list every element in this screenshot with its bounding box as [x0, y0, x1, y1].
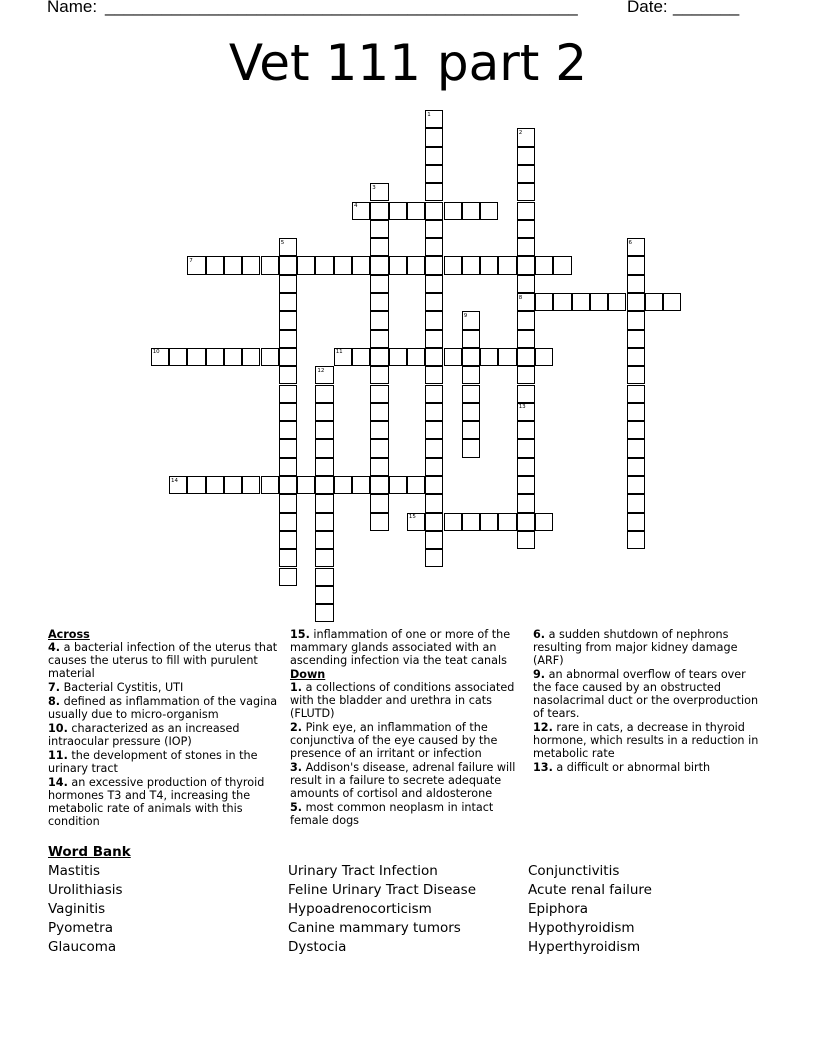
- crossword-cell[interactable]: [553, 293, 571, 311]
- crossword-cell[interactable]: [224, 256, 242, 274]
- crossword-cell[interactable]: [517, 311, 535, 329]
- crossword-cell[interactable]: [370, 494, 388, 512]
- crossword-cell[interactable]: [517, 513, 535, 531]
- crossword-cell[interactable]: [517, 531, 535, 549]
- crossword-cell[interactable]: [370, 476, 388, 494]
- crossword-cell[interactable]: [627, 421, 645, 439]
- crossword-cell[interactable]: [444, 348, 462, 366]
- crossword-cell[interactable]: [297, 476, 315, 494]
- crossword-cell[interactable]: [370, 330, 388, 348]
- crossword-cell[interactable]: [261, 256, 279, 274]
- crossword-cell[interactable]: [224, 476, 242, 494]
- crossword-cell[interactable]: [535, 513, 553, 531]
- name-label: Name:: [47, 0, 98, 16]
- crossword-cell[interactable]: [315, 604, 333, 622]
- crossword-cell[interactable]: [279, 311, 297, 329]
- clue-number-label: 8: [518, 294, 523, 301]
- crossword-cell[interactable]: [425, 165, 443, 183]
- crossword-cell[interactable]: [553, 256, 571, 274]
- crossword-cell[interactable]: [370, 220, 388, 238]
- crossword-cell[interactable]: [315, 531, 333, 549]
- crossword-cell[interactable]: [297, 256, 315, 274]
- crossword-cell[interactable]: [645, 293, 663, 311]
- crossword-cell[interactable]: [425, 348, 443, 366]
- crossword-cell[interactable]: [279, 348, 297, 366]
- crossword-cell[interactable]: [627, 311, 645, 329]
- crossword-cell[interactable]: [242, 476, 260, 494]
- crossword-cell[interactable]: [444, 202, 462, 220]
- crossword-cell[interactable]: [370, 311, 388, 329]
- crossword-cell[interactable]: [370, 293, 388, 311]
- crossword-cell[interactable]: [315, 439, 333, 457]
- crossword-cell[interactable]: [206, 256, 224, 274]
- clue-number-label: 1: [427, 111, 431, 118]
- word-bank-column-3: [528, 862, 758, 957]
- clue-number-label: 14: [171, 477, 178, 484]
- crossword-cell[interactable]: [315, 403, 333, 421]
- crossword-cell[interactable]: [627, 458, 645, 476]
- crossword-cell[interactable]: [517, 494, 535, 512]
- word-bank-column-1: [48, 862, 278, 957]
- crossword-cell[interactable]: [315, 549, 333, 567]
- crossword-cell[interactable]: [425, 476, 443, 494]
- crossword-cell[interactable]: [517, 256, 535, 274]
- clues-column-1: [48, 628, 280, 829]
- crossword-cell[interactable]: [407, 256, 425, 274]
- clue-down-13: 13. a difficult or abnormal birth: [533, 761, 711, 774]
- crossword-cell[interactable]: [480, 513, 498, 531]
- crossword-cell[interactable]: [261, 476, 279, 494]
- word-bank-title: Word Bank: [48, 844, 131, 860]
- crossword-cell[interactable]: [425, 220, 443, 238]
- crossword-cell[interactable]: [425, 403, 443, 421]
- crossword-cell[interactable]: [572, 293, 590, 311]
- word-bank-item: Dystocia: [288, 939, 347, 955]
- crossword-cell[interactable]: [315, 513, 333, 531]
- crossword-cell[interactable]: [279, 256, 297, 274]
- crossword-cell[interactable]: [279, 330, 297, 348]
- crossword-cell[interactable]: [389, 476, 407, 494]
- crossword-cell[interactable]: [370, 256, 388, 274]
- crossword-cell[interactable]: [261, 348, 279, 366]
- crossword-cell[interactable]: [627, 439, 645, 457]
- crossword-cell[interactable]: [498, 348, 516, 366]
- crossword-cell[interactable]: [315, 476, 333, 494]
- crossword-cell[interactable]: [279, 549, 297, 567]
- clue-number-label: 13: [518, 404, 526, 411]
- crossword-cell[interactable]: [425, 147, 443, 165]
- crossword-cell[interactable]: [425, 293, 443, 311]
- clue-number-label: 3: [372, 184, 376, 191]
- crossword-cell[interactable]: [315, 421, 333, 439]
- word-bank-item: Glaucoma: [48, 939, 117, 955]
- crossword-cell[interactable]: [370, 275, 388, 293]
- crossword-cell[interactable]: [462, 403, 480, 421]
- crossword-cell[interactable]: [370, 421, 388, 439]
- crossword-cell[interactable]: [480, 256, 498, 274]
- crossword-cell[interactable]: [462, 421, 480, 439]
- crossword-cell[interactable]: [206, 476, 224, 494]
- crossword-cell[interactable]: [425, 128, 443, 146]
- crossword-cell[interactable]: [187, 348, 205, 366]
- date-label: Date:: [627, 0, 668, 16]
- crossword-cell[interactable]: [279, 421, 297, 439]
- crossword-cell[interactable]: [279, 385, 297, 403]
- word-bank-item: Pyometra: [48, 920, 113, 936]
- crossword-cell[interactable]: [352, 476, 370, 494]
- crossword-cell[interactable]: [608, 293, 626, 311]
- crossword-cell[interactable]: [279, 275, 297, 293]
- word-bank-item: Mastitis: [48, 863, 101, 879]
- crossword-cell[interactable]: [370, 458, 388, 476]
- crossword-cell[interactable]: [425, 439, 443, 457]
- clue-down-2: 2. Pink eye, an inflammation of the conjunctiva of the eye caused by the presence of an irritant or infection: [290, 721, 498, 760]
- crossword-cell[interactable]: [590, 293, 608, 311]
- crossword-cell[interactable]: [370, 439, 388, 457]
- across-heading: Across: [48, 628, 90, 641]
- crossword-cell[interactable]: [517, 275, 535, 293]
- crossword-cell[interactable]: [462, 513, 480, 531]
- clue-across-10: 10. characterized as an increased intraocular pressure (IOP): [48, 722, 240, 748]
- word-bank-item: Hyperthyroidism: [528, 939, 641, 955]
- crossword-cell[interactable]: [535, 293, 553, 311]
- word-bank-item: Feline Urinary Tract Disease: [288, 882, 477, 898]
- clue-number-label: 15: [408, 514, 416, 521]
- crossword-cell[interactable]: [187, 476, 205, 494]
- crossword-cell[interactable]: [425, 385, 443, 403]
- crossword-cell[interactable]: [279, 494, 297, 512]
- word-bank-item: Urolithiasis: [48, 882, 123, 898]
- crossword-cell[interactable]: [517, 385, 535, 403]
- clues-column-2: [290, 628, 522, 828]
- word-bank-item: Conjunctivitis: [528, 863, 620, 879]
- clue-down-3: 3. Addison's disease, adrenal failure will result in a failure to secrete adequate amounts of cortisol and aldosterone: [290, 761, 516, 800]
- word-bank-item: Acute renal failure: [528, 882, 652, 898]
- crossword-cell[interactable]: [517, 458, 535, 476]
- crossword-cell[interactable]: [425, 421, 443, 439]
- clue-across-8: 8. defined as inflammation of the vagina usually due to micro-organism: [48, 695, 278, 721]
- crossword-cell[interactable]: [352, 256, 370, 274]
- clue-down-5: 5. most common neoplasm in intact female dogs: [290, 801, 494, 827]
- crossword-cell[interactable]: [425, 238, 443, 256]
- crossword-cell[interactable]: [425, 330, 443, 348]
- crossword-cell[interactable]: [370, 385, 388, 403]
- clue-down-9: 9. an abnormal overflow of tears over the face caused by an obstructed nasolacrimal duct or the overproduction of tears.: [533, 668, 759, 720]
- crossword-cell[interactable]: [279, 513, 297, 531]
- crossword-cell[interactable]: [517, 220, 535, 238]
- clue-down-12: 12. rare in cats, a decrease in thyroid hormone, which results in a reduction in metabolic rate: [533, 721, 759, 760]
- crossword-cell[interactable]: [627, 403, 645, 421]
- crossword-cell[interactable]: [444, 513, 462, 531]
- crossword-cell[interactable]: [279, 476, 297, 494]
- crossword-cell[interactable]: [462, 202, 480, 220]
- crossword-cell[interactable]: [627, 348, 645, 366]
- crossword-cell[interactable]: [425, 202, 443, 220]
- word-bank-column-2: [288, 862, 518, 957]
- crossword-cell[interactable]: [517, 147, 535, 165]
- clue-number-label: 11: [335, 349, 343, 356]
- crossword-cell[interactable]: [407, 348, 425, 366]
- clue-number-label: 4: [354, 203, 358, 209]
- crossword-cell[interactable]: [462, 348, 480, 366]
- crossword-cell[interactable]: [462, 256, 480, 274]
- word-bank-item: Hypothyroidism: [528, 920, 635, 936]
- crossword-cell[interactable]: [517, 202, 535, 220]
- clue-number-label: 5: [280, 239, 285, 246]
- crossword-cell[interactable]: [389, 256, 407, 274]
- crossword-cell[interactable]: [279, 568, 297, 586]
- crossword-cell[interactable]: [352, 348, 370, 366]
- crossword-cell[interactable]: [480, 348, 498, 366]
- crossword-cell[interactable]: [206, 348, 224, 366]
- crossword-cell[interactable]: [370, 348, 388, 366]
- crossword-cell[interactable]: [389, 348, 407, 366]
- word-bank-item: Urinary Tract Infection: [288, 863, 438, 879]
- crossword-cell[interactable]: [334, 256, 352, 274]
- crossword-cell[interactable]: [517, 439, 535, 457]
- crossword-cell[interactable]: [279, 531, 297, 549]
- crossword-cell[interactable]: [425, 494, 443, 512]
- crossword-cell[interactable]: [535, 348, 553, 366]
- crossword-cell[interactable]: [517, 348, 535, 366]
- word-bank-item: Epiphora: [528, 901, 589, 917]
- clue-number-label: 10: [152, 349, 160, 356]
- crossword-cell[interactable]: [279, 293, 297, 311]
- crossword-cell[interactable]: [370, 366, 388, 384]
- crossword-cell[interactable]: [425, 366, 443, 384]
- crossword-cell[interactable]: [627, 476, 645, 494]
- crossword-cell[interactable]: [517, 165, 535, 183]
- crossword-cell[interactable]: [425, 275, 443, 293]
- crossword-cell[interactable]: [517, 238, 535, 256]
- crossword-cell[interactable]: [627, 385, 645, 403]
- crossword-cell[interactable]: [462, 366, 480, 384]
- crossword-cell[interactable]: [627, 256, 645, 274]
- crossword-cell[interactable]: [425, 531, 443, 549]
- clue-number-label: 2: [518, 129, 523, 136]
- crossword-cell[interactable]: [315, 385, 333, 403]
- crossword-cell[interactable]: [389, 202, 407, 220]
- clue-down-1: 1. a collections of conditions associated with the bladder and urethra in cats (FLUTD): [290, 681, 515, 720]
- date-field: _______: [673, 0, 740, 16]
- crossword-cell[interactable]: [627, 366, 645, 384]
- crossword-cell[interactable]: [242, 348, 260, 366]
- crossword-cell[interactable]: [407, 202, 425, 220]
- crossword-cell[interactable]: [627, 293, 645, 311]
- crossword-cell[interactable]: [425, 458, 443, 476]
- crossword-cell[interactable]: [279, 366, 297, 384]
- crossword-cell[interactable]: [535, 256, 553, 274]
- crossword-cell[interactable]: [425, 183, 443, 201]
- crossword-cell[interactable]: [315, 568, 333, 586]
- crossword-cell[interactable]: [315, 256, 333, 274]
- crossword-cell[interactable]: [627, 275, 645, 293]
- crossword-cell[interactable]: [425, 311, 443, 329]
- crossword-cell[interactable]: [279, 458, 297, 476]
- word-bank-item: Vaginitis: [48, 901, 106, 917]
- crossword-cell[interactable]: [370, 238, 388, 256]
- clue-number-label: 9: [463, 312, 468, 319]
- crossword-cell[interactable]: [627, 330, 645, 348]
- crossword-cell[interactable]: [517, 330, 535, 348]
- clue-across-4: 4. a bacterial infection of the uterus that causes the uterus to fill with purulent material: [48, 641, 278, 680]
- crossword-cell[interactable]: [224, 348, 242, 366]
- crossword-cell[interactable]: [425, 513, 443, 531]
- crossword-cell[interactable]: [407, 476, 425, 494]
- crossword-cell[interactable]: [517, 421, 535, 439]
- clue-down-6: 6. a sudden shutdown of nephrons resulting from major kidney damage (ARF): [533, 628, 738, 667]
- crossword-cell[interactable]: [462, 330, 480, 348]
- crossword-cell[interactable]: [425, 549, 443, 567]
- crossword-cell[interactable]: [370, 403, 388, 421]
- crossword-cell[interactable]: [517, 183, 535, 201]
- crossword-cell[interactable]: [498, 513, 516, 531]
- puzzle-title: Vet 111 part 2: [228, 34, 588, 92]
- crossword-cell[interactable]: [444, 256, 462, 274]
- crossword-cell[interactable]: [315, 494, 333, 512]
- clue-across-15: 15. inflammation of one or more of the mammary glands associated with an ascending infection via the teat canals: [290, 628, 511, 667]
- crossword-cell[interactable]: [480, 202, 498, 220]
- crossword-cell[interactable]: [462, 439, 480, 457]
- crossword-cell[interactable]: [627, 531, 645, 549]
- down-heading: Down: [290, 668, 326, 681]
- word-bank-item: Hypoadrenocorticism: [288, 901, 432, 917]
- crossword-cell[interactable]: [315, 458, 333, 476]
- clue-across-14: 14. an excessive production of thyroid hormones T3 and T4, increasing the metabolic rate of animals with this condition: [48, 776, 265, 828]
- crossword-cell[interactable]: [498, 256, 516, 274]
- crossword-cell[interactable]: [517, 476, 535, 494]
- clue-across-7: 7. Bacterial Cystitis, UTI: [48, 681, 184, 694]
- crossword-cell[interactable]: [169, 348, 187, 366]
- crossword-cell[interactable]: [425, 256, 443, 274]
- crossword-cell[interactable]: [242, 256, 260, 274]
- name-field: __________________________________________________: [105, 0, 578, 16]
- crossword-cell[interactable]: [315, 586, 333, 604]
- clue-number-label: 12: [317, 367, 325, 374]
- crossword-cell[interactable]: [517, 366, 535, 384]
- clue-across-11: 11. the development of stones in the urinary tract: [48, 749, 258, 775]
- crossword-cell[interactable]: [370, 202, 388, 220]
- clue-number-label: 6: [628, 239, 632, 246]
- crossword-cell[interactable]: [279, 403, 297, 421]
- crossword-cell[interactable]: [279, 439, 297, 457]
- crossword-cell[interactable]: [663, 293, 681, 311]
- crossword-cell[interactable]: [334, 476, 352, 494]
- crossword-cell[interactable]: [370, 513, 388, 531]
- clue-number-label: 7: [189, 257, 193, 264]
- clues-column-3: [533, 628, 765, 775]
- crossword-cell[interactable]: [627, 494, 645, 512]
- word-bank-item: Canine mammary tumors: [288, 920, 461, 936]
- crossword-cell[interactable]: [627, 513, 645, 531]
- crossword-cell[interactable]: [462, 385, 480, 403]
